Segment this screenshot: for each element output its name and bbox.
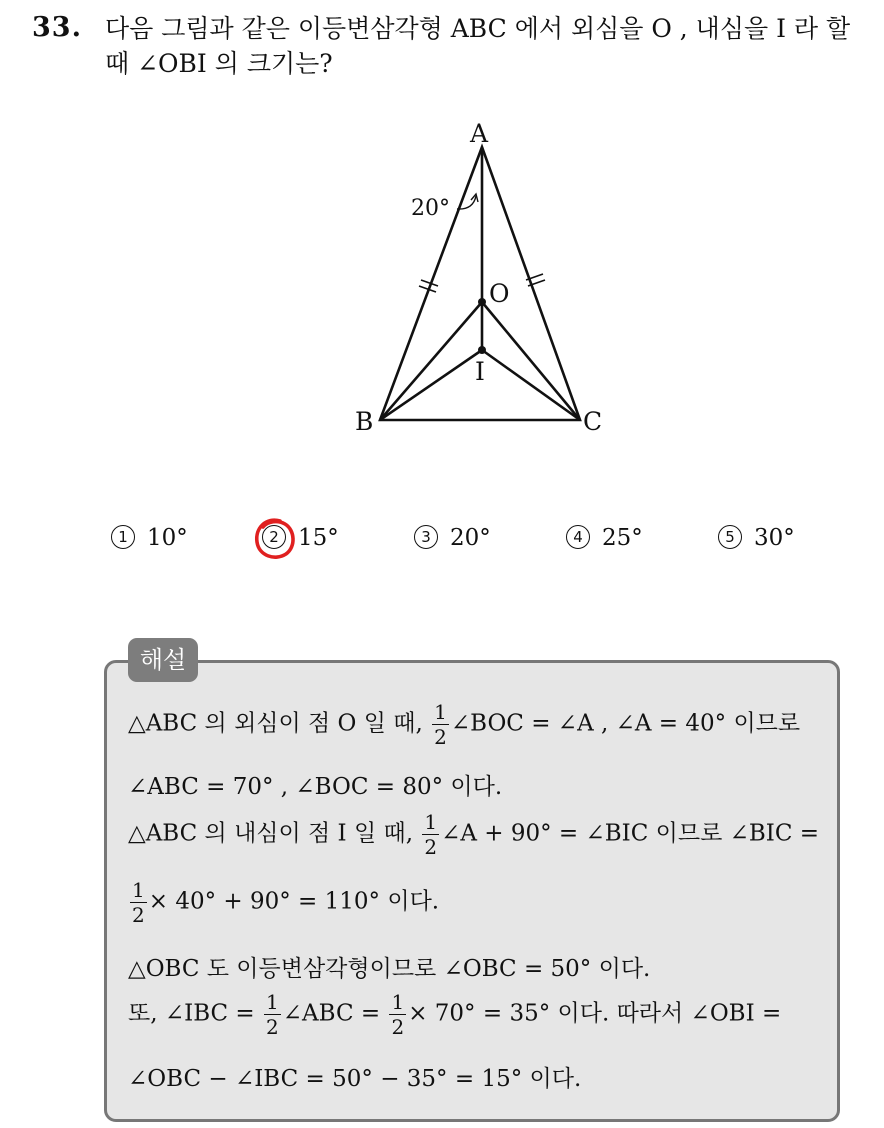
choice-text: 20°: [450, 525, 491, 551]
angle-label: 20°: [411, 196, 450, 221]
choice-5[interactable]: [718, 525, 795, 551]
solution-text: 또, ∠IBC =: [128, 1000, 255, 1027]
solution-line-1: [128, 702, 800, 747]
choice-1[interactable]: [111, 525, 188, 551]
choice-number: 2: [262, 525, 286, 549]
solution-text: △ABC 의 내심이 점 I 일 때,: [128, 820, 414, 847]
solution-line-2: ∠ABC = 70° , ∠BOC = 80° 이다.: [128, 774, 503, 800]
solution-line-6: [128, 992, 781, 1037]
fraction-half: $\frac{1}{2}$: [266, 990, 279, 1039]
question-text-line-1: 다음 그림과 같은 이등변삼각형 ABC 에서 외심을 O , 내심을 I 라 할: [105, 14, 851, 43]
choice-text: 30°: [754, 525, 795, 551]
fraction-half: $\frac{1}{2}$: [424, 810, 438, 859]
solution-text: × 70° = 35° 이다. 따라서 ∠OBI =: [408, 1000, 782, 1027]
question-number: 33.: [32, 12, 82, 43]
solution-line-5: △OBC 도 이등변삼각형이므로 ∠OBC = 50° 이다.: [128, 956, 651, 982]
choice-number: 1: [111, 525, 135, 549]
triangle-figure: [345, 112, 620, 442]
label-o: O: [489, 279, 510, 308]
solution-line-3: [128, 812, 819, 857]
solution-text: ∠A + 90° = ∠BIC 이므로 ∠BIC =: [441, 820, 820, 847]
choice-number: 3: [414, 525, 438, 549]
solution-text: △ABC 의 외심이 점 O 일 때,: [128, 710, 423, 737]
solution-text: × 40° + 90° = 110° 이다.: [148, 888, 440, 915]
label-a: A: [470, 119, 489, 148]
fraction-half: $\frac{1}{2}$: [132, 878, 145, 927]
question-text-line-2: 때 ∠OBI 의 크기는?: [105, 49, 333, 78]
answer-circle-mark-icon: [250, 514, 300, 566]
choice-number: 4: [566, 525, 590, 549]
solution-line-4: [128, 880, 439, 925]
label-c: C: [583, 407, 603, 436]
fraction-half: $\frac{1}{2}$: [391, 990, 405, 1039]
answer-choices: [0, 525, 884, 565]
solution-text: ∠ABC =: [282, 1000, 381, 1027]
point-i: [478, 346, 486, 354]
label-b: B: [355, 407, 374, 436]
fraction-half: $\frac{1}{2}$: [434, 700, 447, 749]
choice-text: 10°: [147, 525, 188, 551]
label-i: I: [475, 357, 485, 386]
solution-text: ∠BOC = ∠A , ∠A = 40° 이므로: [450, 710, 801, 737]
choice-3[interactable]: [414, 525, 491, 551]
choice-number: 5: [718, 525, 742, 549]
choice-text: 25°: [602, 525, 643, 551]
solution-line-7: ∠OBC − ∠IBC = 50° − 35° = 15° 이다.: [128, 1066, 582, 1092]
point-o: [478, 298, 486, 306]
choice-4[interactable]: [566, 525, 643, 551]
solution-tag: 해설: [128, 638, 198, 682]
choice-text: 15°: [298, 525, 339, 551]
